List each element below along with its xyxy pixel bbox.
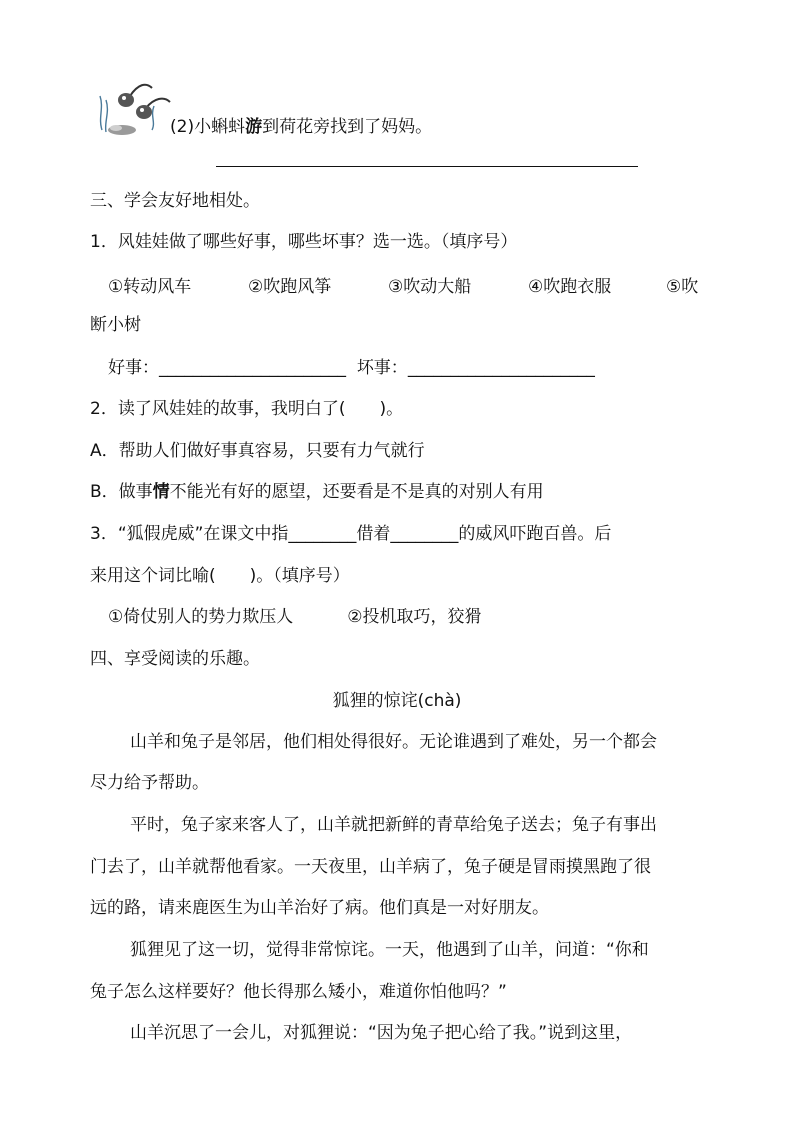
q3-2-stem: 2．读了风娃娃的故事，我明白了( )。	[90, 399, 404, 419]
option-b-post: 不能光有好的愿望，还要看是不是真的对别人有用	[169, 482, 544, 502]
story-p1-l2: 尽力给予帮助。	[90, 773, 209, 793]
option-3: ③吹动大船	[388, 277, 472, 297]
bad-blank[interactable]: ______________________	[407, 358, 595, 378]
q2-pre: 小蝌蚪	[194, 117, 246, 137]
story-p2-l2: 门去了，山羊就帮他看家。一天夜里，山羊病了，兔子硬是冒雨摸黑跑了很	[90, 857, 651, 877]
tadpoles-clipart-icon	[94, 78, 174, 138]
story-p3-l1: 狐狸见了这一切，觉得非常惊诧。一天，他遇到了山羊，问道：“你和	[130, 940, 649, 960]
section4-title: 四、享受阅读的乐趣。	[90, 649, 260, 669]
story-p4-l1: 山羊沉思了一会儿，对狐狸说：“因为兔子把心给了我。”说到这里，	[130, 1023, 633, 1043]
q3-2-option-b	[90, 481, 544, 503]
q3-3-opt1: ①倚仗别人的势力欺压人	[108, 607, 294, 627]
q3-3-line1: 3．“狐假虎威”在课文中指________借着________的威风吓跑百兽。后	[90, 524, 612, 544]
bad-label: 坏事：	[356, 358, 408, 378]
option-b-pre: B．做事	[90, 482, 153, 502]
section3-title: 三、学会友好地相处。	[90, 191, 260, 211]
story-p2-l1: 平时，兔子家来客人了，山羊就把新鲜的青草给兔子送去；兔子有事出	[130, 815, 657, 835]
q2-post: 到荷花旁找到了妈妈。	[262, 117, 433, 137]
option-1: ①转动风车	[108, 277, 192, 297]
q3-3-options	[108, 606, 482, 628]
story-p1-l1: 山羊和兔子是邻居，他们相处得很好。无论谁遇到了难处，另一个都会	[130, 732, 657, 752]
q2-bold: 游	[245, 117, 263, 137]
option-4: ④吹跑衣服	[528, 277, 612, 297]
q3-3-opt2: ②投机取巧，狡猾	[347, 607, 482, 627]
q3-1-wrap: 断小树	[90, 315, 141, 335]
story-p2-l3: 远的路，请来鹿医生为山羊治好了病。他们真是一对好朋友。	[90, 898, 549, 918]
q2-sentence	[170, 116, 432, 138]
q3-2-option-a: A．帮助人们做好事真容易，只要有力气就行	[90, 441, 425, 461]
q3-3-line2: 来用这个词比喻( )。（填序号）	[90, 566, 350, 586]
option-2: ②吹跑风筝	[248, 277, 332, 297]
good-deeds-row	[108, 357, 595, 379]
q2-num: (2)	[170, 117, 195, 137]
q3-1-options	[108, 272, 708, 297]
good-blank[interactable]: ______________________	[159, 358, 346, 378]
q3-1-stem: 1．风娃娃做了哪些好事，哪些坏事？选一选。（填序号）	[90, 232, 518, 252]
story-p3-l2: 兔子怎么这样要好？他长得那么矮小，难道你怕他吗？”	[90, 982, 507, 1002]
story-title: 狐狸的惊诧(chà)	[332, 691, 462, 711]
option-5: ⑤吹	[666, 277, 699, 297]
option-b-bold: 情	[152, 482, 170, 502]
good-label: 好事：	[108, 358, 159, 378]
q2-answer-line[interactable]	[216, 166, 638, 167]
